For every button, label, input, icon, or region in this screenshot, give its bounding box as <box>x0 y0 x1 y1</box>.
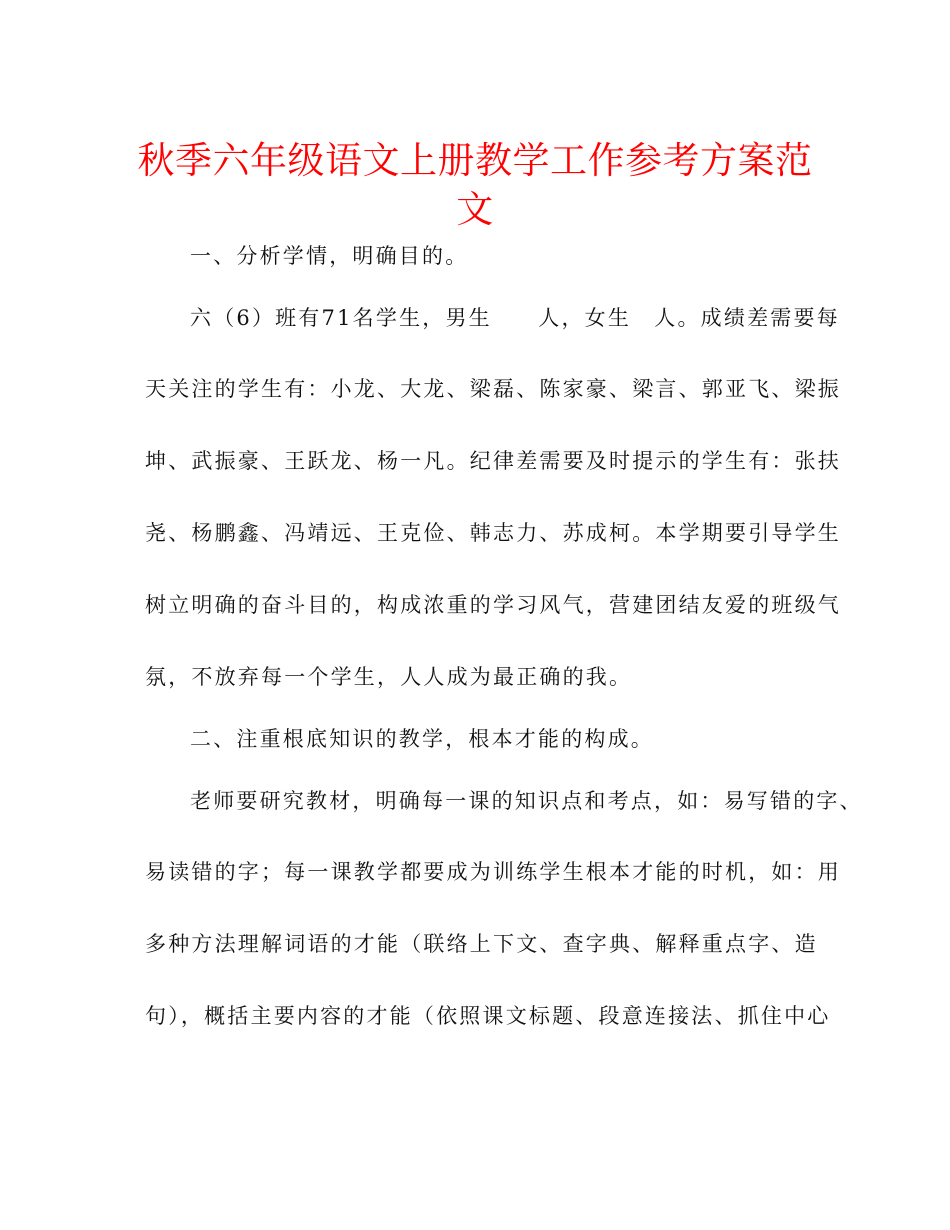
paragraph-line: 六（6）班有71名学生，男生 人，女生 人。成绩差需要每 <box>190 306 840 330</box>
paragraph-line: 树立明确的奋斗目的，构成浓重的学习风气，营建团结友爱的班级气 <box>145 593 841 617</box>
paragraph-line: 坤、武振豪、王跃龙、杨一凡。纪律差需要及时提示的学生有：张扶 <box>145 449 841 473</box>
paragraph-line: 老师要研究教材，明确每一课的知识点和考点，如：易写错的字、 <box>190 789 863 813</box>
paragraph-line: 尧、杨鹏鑫、冯靖远、王克俭、韩志力、苏成柯。本学期要引导学生 <box>145 521 841 545</box>
section-heading-1: 一、分析学情，明确目的。 <box>190 244 469 268</box>
document-title-line-2: 文 <box>456 188 494 231</box>
paragraph-line: 多种方法理解词语的才能（联络上下文、查字典、解释重点字、造 <box>145 932 818 956</box>
document-title-line-1: 秋季六年级语文上册教学工作参考方案范 <box>137 139 813 182</box>
paragraph-line: 天关注的学生有：小龙、大龙、梁磊、陈家豪、梁言、郭亚飞、梁振 <box>145 377 841 401</box>
paragraph-line: 易读错的字；每一课教学都要成为训练学生根本才能的时机，如：用 <box>145 860 841 884</box>
section-heading-2: 二、注重根底知识的教学，根本才能的构成。 <box>190 727 654 751</box>
paragraph-line: 句），概括主要内容的才能（依照课文标题、段意连接法、抓住中心 <box>145 1004 831 1028</box>
paragraph-line: 氛，不放弃每一个学生，人人成为最正确的我。 <box>145 665 633 689</box>
